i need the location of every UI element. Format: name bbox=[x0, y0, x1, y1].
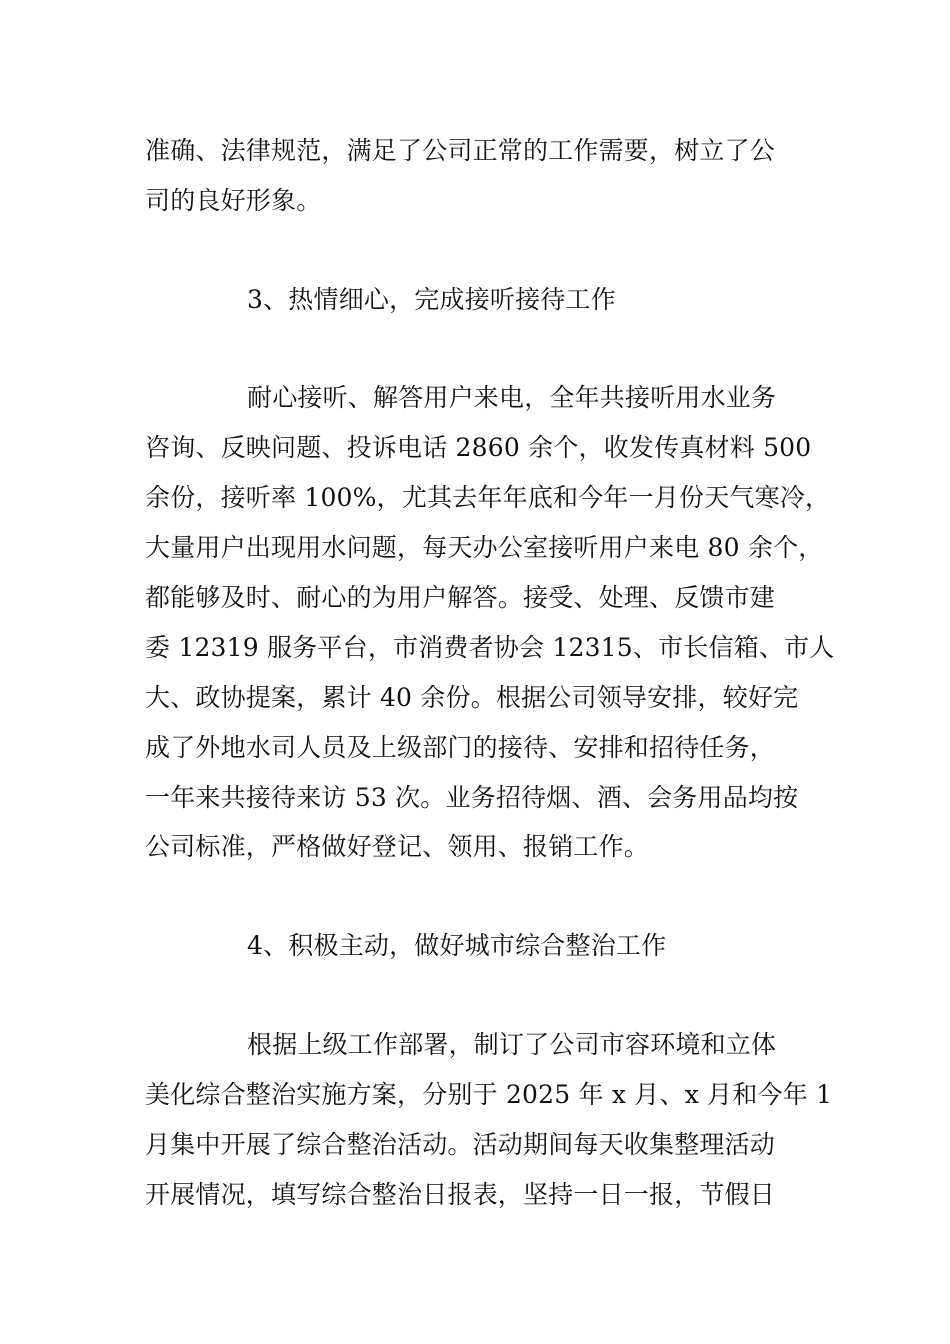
text-line: 根据上级工作部署，制订了公司市容环境和立体 bbox=[247, 1030, 777, 1059]
text-line: 准确、法律规范，满足了公司正常的工作需要，树立了公 bbox=[145, 136, 776, 165]
section-heading-3: 3、热情细心，完成接听接待工作 bbox=[247, 285, 616, 314]
text-line: 大量用户出现用水问题，每天办公室接听用户来电 80 余个， bbox=[145, 533, 824, 562]
text-line: 开展情况，填写综合整治日报表，坚持一日一报，节假日 bbox=[145, 1180, 776, 1209]
text-line: 大、政协提案，累计 40 余份。根据公司领导安排，较好完 bbox=[145, 683, 799, 712]
section-heading-4: 4、积极主动，做好城市综合整治工作 bbox=[247, 931, 667, 960]
text-line: 美化综合整治实施方案，分别于 2025 年 x 月、x 月和今年 1 bbox=[145, 1080, 833, 1109]
text-line: 咨询、反映问题、投诉电话 2860 余个，收发传真材料 500 bbox=[145, 433, 812, 462]
text-line: 公司标准，严格做好登记、领用、报销工作。 bbox=[145, 832, 650, 861]
text-line: 委 12319 服务平台，市消费者协会 12315、市长信箱、市人 bbox=[145, 633, 835, 662]
text-line: 都能够及时、耐心的为用户解答。接受、处理、反馈市建 bbox=[145, 583, 776, 612]
text-line: 月集中开展了综合整治活动。活动期间每天收集整理活动 bbox=[145, 1130, 776, 1159]
text-line: 成了外地水司人员及上级部门的接待、安排和招待任务， bbox=[145, 733, 776, 762]
text-line: 耐心接听、解答用户来电，全年共接听用水业务 bbox=[247, 383, 777, 412]
text-line: 余份，接听率 100%，尤其去年年底和今年一月份天气寒冷， bbox=[145, 483, 831, 512]
text-line: 司的良好形象。 bbox=[145, 186, 322, 215]
text-line: 一年来共接待来访 53 次。业务招待烟、酒、会务用品均按 bbox=[145, 783, 799, 812]
